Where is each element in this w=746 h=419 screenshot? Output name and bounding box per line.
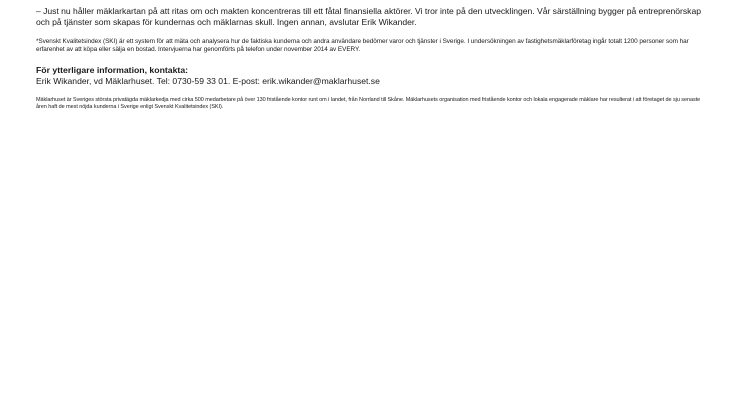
company-about-paragraph: Mäklarhuset är Sveriges största privatägda mäklarkedja med cirka 500 medarbetare på över 130 fristående kontor runt om i landet, från Norrland till Skåne. Mäklarhusets organisation med fristående kontor och lokala engagerade mäklare har resulterat i att företaget de sju senaste åren haft de mest nöjda kunderna i Sverige enligt Svenskt Kvalitetsindex (SKI). — [36, 96, 701, 111]
contact-heading: För ytterligare information, kontakta: — [36, 65, 189, 75]
document-body — [36, 6, 712, 112]
quote-paragraph: – Just nu håller mäklarkartan på att ritas om och makten koncentreras till ett fåtal finansiella aktörer. Vi tror inte på den utvecklingen. Vår särställning bygger på entreprenörskap och på tjänster som skapas för kundernas och mäklarnas skull. Ingen annan, avslutar Erik Wikander. — [36, 6, 701, 28]
ski-footnote: *Svenskt Kvalitetsindex (SKI) är ett system för att mäta och analysera hur de faktiska kunderna och andra användare bedömer varor och tjänster i Sverige. I undersökningen av fastighetsmäklarföretag ingår totalt 1200 personer som har erfarenhet av att köpa eller sälja en bostad. Intervjuerna har genomförts på telefon under november 2014 av EVERY. — [36, 37, 689, 54]
contact-line: Erik Wikander, vd Mäklarhuset. Tel: 0730-59 33 01. E-post: erik.wikander@maklarhuset.se — [36, 75, 380, 86]
